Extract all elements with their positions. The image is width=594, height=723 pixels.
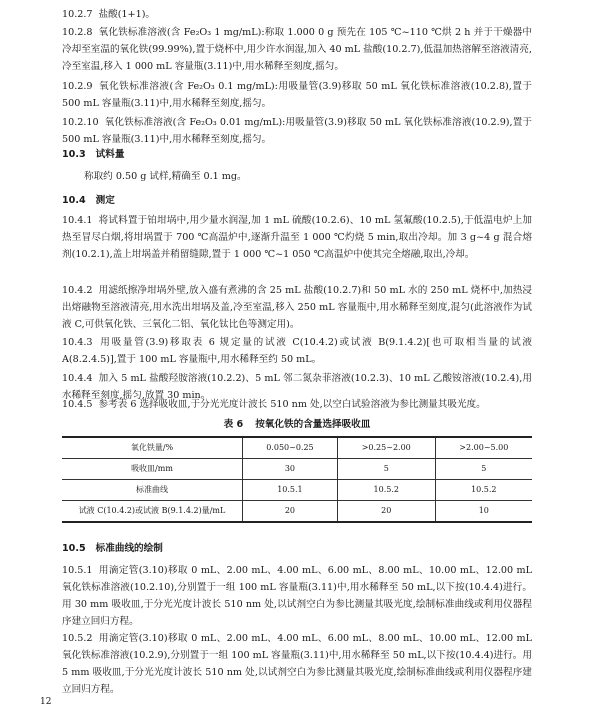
table-cell: 5 — [337, 459, 435, 480]
clause-text: 用吸量管(3.9)移取表 6 规定量的试液 C(10.4.2)或试液 B(9.1.4.2)[也可取相当量的试液 A(8.2.4.5)],置于 100 mL 容量瓶中,用水稀释至约 50 mL。 — [62, 337, 532, 365]
clause-number: 10.5.1 — [62, 565, 93, 576]
clause-text: 用滤纸擦净坩埚外壁,放入盛有煮沸的含 25 mL 盐酸(10.2.7)和 50 mL 水的 250 mL 烧杯中,加热浸出熔融物至溶液清亮,用水洗出坩埚及盖,冷至室温,移入 250 mL 容量瓶中,用水稀释至刻度,混匀(此溶液作为试液 C,可供氧化铁、三氧化二铝、氧化钛比色等测定用)。 — [62, 285, 532, 330]
table-cell: 5 — [435, 459, 532, 480]
table-cell: 氧化铁量/% — [62, 437, 243, 459]
table-cell: 试液 C(10.4.2)或试液 B(9.1.4.2)量/mL — [62, 501, 243, 523]
section-heading-10-3 — [62, 146, 124, 163]
clause-10-2-10 — [62, 114, 532, 148]
clause-text: 氧化铁标准溶液(含 Fe₂O₃ 1 mg/mL):称取 1.000 0 g 预先在 105 ℃~110 ℃烘 2 h 并于干燥器中冷却至室温的氧化铁(99.99%),置于烧杯中,用少许水润湿,加入 40 mL 盐酸(10.2.7),低温加热溶解至溶液清亮,冷至室温,移入 1 000 mL 容量瓶(3.11)中,用水稀释至刻度,摇匀。 — [62, 27, 532, 72]
clause-number: 10.2.7 — [62, 9, 93, 20]
clause-number: 10.4.3 — [62, 337, 93, 348]
clause-text: 盐酸(1+1)。 — [98, 9, 156, 20]
clause-text: 用滴定管(3.10)移取 0 mL、2.00 mL、4.00 mL、6.00 mL、8.00 mL、10.00 mL、12.00 mL 氧化铁标准溶液(10.2.10),分别置于一组 100 mL 容量瓶(3.11)中,用水稀释至 50 mL,以下按(10.4.4)进行。用 30 mm 吸收皿,于分光光度计波长 510 nm 处,以试剂空白为参比测量其吸光度,绘制标准曲线或利用仪器程序建立回归方程。 — [62, 565, 532, 627]
clause-number: 10.4.2 — [62, 285, 93, 296]
clause-10-2-7 — [62, 6, 532, 23]
clause-text: 加入 5 mL 盐酸羟胺溶液(10.2.2)、5 mL 邻二氮杂菲溶液(10.2.3)、10 mL 乙酸铵溶液(10.2.4),用水稀释至刻度,摇匀,放置 30 min。 — [62, 373, 532, 401]
table-cell: >0.25~2.00 — [337, 437, 435, 459]
heading-number: 10.3 — [62, 149, 86, 160]
table-row — [62, 501, 532, 523]
clause-number: 10.2.10 — [62, 117, 99, 128]
clause-text: 氧化铁标准溶液(含 Fe₂O₃ 0.01 mg/mL):用吸量管(3.9)移取 50 mL 氧化铁标准溶液(10.2.9),置于 500 mL 容量瓶(3.11)中,用水稀释至刻度,摇匀。 — [62, 117, 532, 145]
clause-10-2-8 — [62, 24, 532, 75]
table-cell: 10 — [435, 501, 532, 523]
table-cell: 20 — [243, 501, 338, 523]
clause-number: 10.5.2 — [62, 633, 93, 644]
table-cell: >2.00~5.00 — [435, 437, 532, 459]
heading-number: 10.5 — [62, 543, 86, 554]
table-cell: 标准曲线 — [62, 480, 243, 501]
table-caption — [0, 416, 594, 433]
heading-number: 10.4 — [62, 195, 86, 206]
clause-10-2-9 — [62, 78, 532, 112]
section-heading-10-4 — [62, 192, 115, 209]
clause-text: 氧化铁标准溶液(含 Fe₂O₃ 0.1 mg/mL):用吸量管(3.9)移取 50 mL 氧化铁标准溶液(10.2.8),置于 500 mL 容量瓶(3.11)中,用水稀释至刻度,摇匀。 — [62, 81, 532, 109]
clause-10-4-1 — [62, 212, 532, 263]
page-number: 12 — [40, 697, 52, 707]
table-row — [62, 437, 532, 459]
clause-number: 10.2.8 — [62, 27, 93, 38]
table-cell: 10.5.2 — [337, 480, 435, 501]
table-caption-text: 按氧化铁的含量选择吸收皿 — [255, 419, 371, 430]
table-row — [62, 459, 532, 480]
clause-text: 参考表 6 选择吸收皿,于分光光度计波长 510 nm 处,以空白试验溶液为参比测量其吸光度。 — [98, 399, 486, 410]
clause-number: 10.4.5 — [62, 399, 93, 410]
sample-amount-text: 称取约 0.50 g 试样,精确至 0.1 mg。 — [84, 171, 247, 182]
clause-10-5-2 — [62, 630, 532, 698]
absorption-cell-table — [62, 436, 532, 523]
clause-number: 10.4.4 — [62, 373, 93, 384]
table-cell: 10.5.1 — [243, 480, 338, 501]
table-row — [62, 480, 532, 501]
clause-number: 10.4.1 — [62, 215, 93, 226]
clause-10-4-5 — [62, 396, 532, 413]
table-caption-number: 表 6 — [223, 419, 244, 430]
heading-text: 试料量 — [95, 149, 125, 160]
table-cell: 30 — [243, 459, 338, 480]
heading-text: 测定 — [95, 195, 115, 206]
clause-number: 10.2.9 — [62, 81, 93, 92]
section-heading-10-5 — [62, 540, 163, 557]
table-cell: 0.050~0.25 — [243, 437, 338, 459]
clause-10-5-1 — [62, 562, 532, 630]
table-cell: 10.5.2 — [435, 480, 532, 501]
clause-text: 用滴定管(3.10)移取 0 mL、2.00 mL、4.00 mL、6.00 mL、8.00 mL、10.00 mL、12.00 mL 氧化铁标准溶液(10.2.9),分别置于一组 100 mL 容量瓶(3.11)中,用水稀释至 50 mL,以下按(10.4.4)进行。用 5 mm 吸收皿,于分光光度计波长 510 nm 处,以试剂空白为参比测量其吸光度,绘制标准曲线或利用仪器程序建立回归方程。 — [62, 633, 532, 695]
table-cell: 吸收皿/mm — [62, 459, 243, 480]
clause-10-4-3 — [62, 334, 532, 368]
heading-text: 标准曲线的绘制 — [95, 543, 163, 554]
clause-10-4-2 — [62, 282, 532, 333]
clause-text: 将试料置于铂坩埚中,用少量水润湿,加 1 mL 硫酸(10.2.6)、10 mL 氢氟酸(10.2.5),于低温电炉上加热至冒尽白烟,将坩埚置于 700 ℃高温炉中,逐渐升温至 1 000 ℃灼烧 5 min,取出冷却。加 3 g~4 g 混合熔剂(10.2.1),盖上坩埚盖并稍留缝隙,置于 1 000 ℃~1 050 ℃高温炉中使其完全熔融,取出,冷却。 — [62, 215, 532, 260]
table-cell: 20 — [337, 501, 435, 523]
